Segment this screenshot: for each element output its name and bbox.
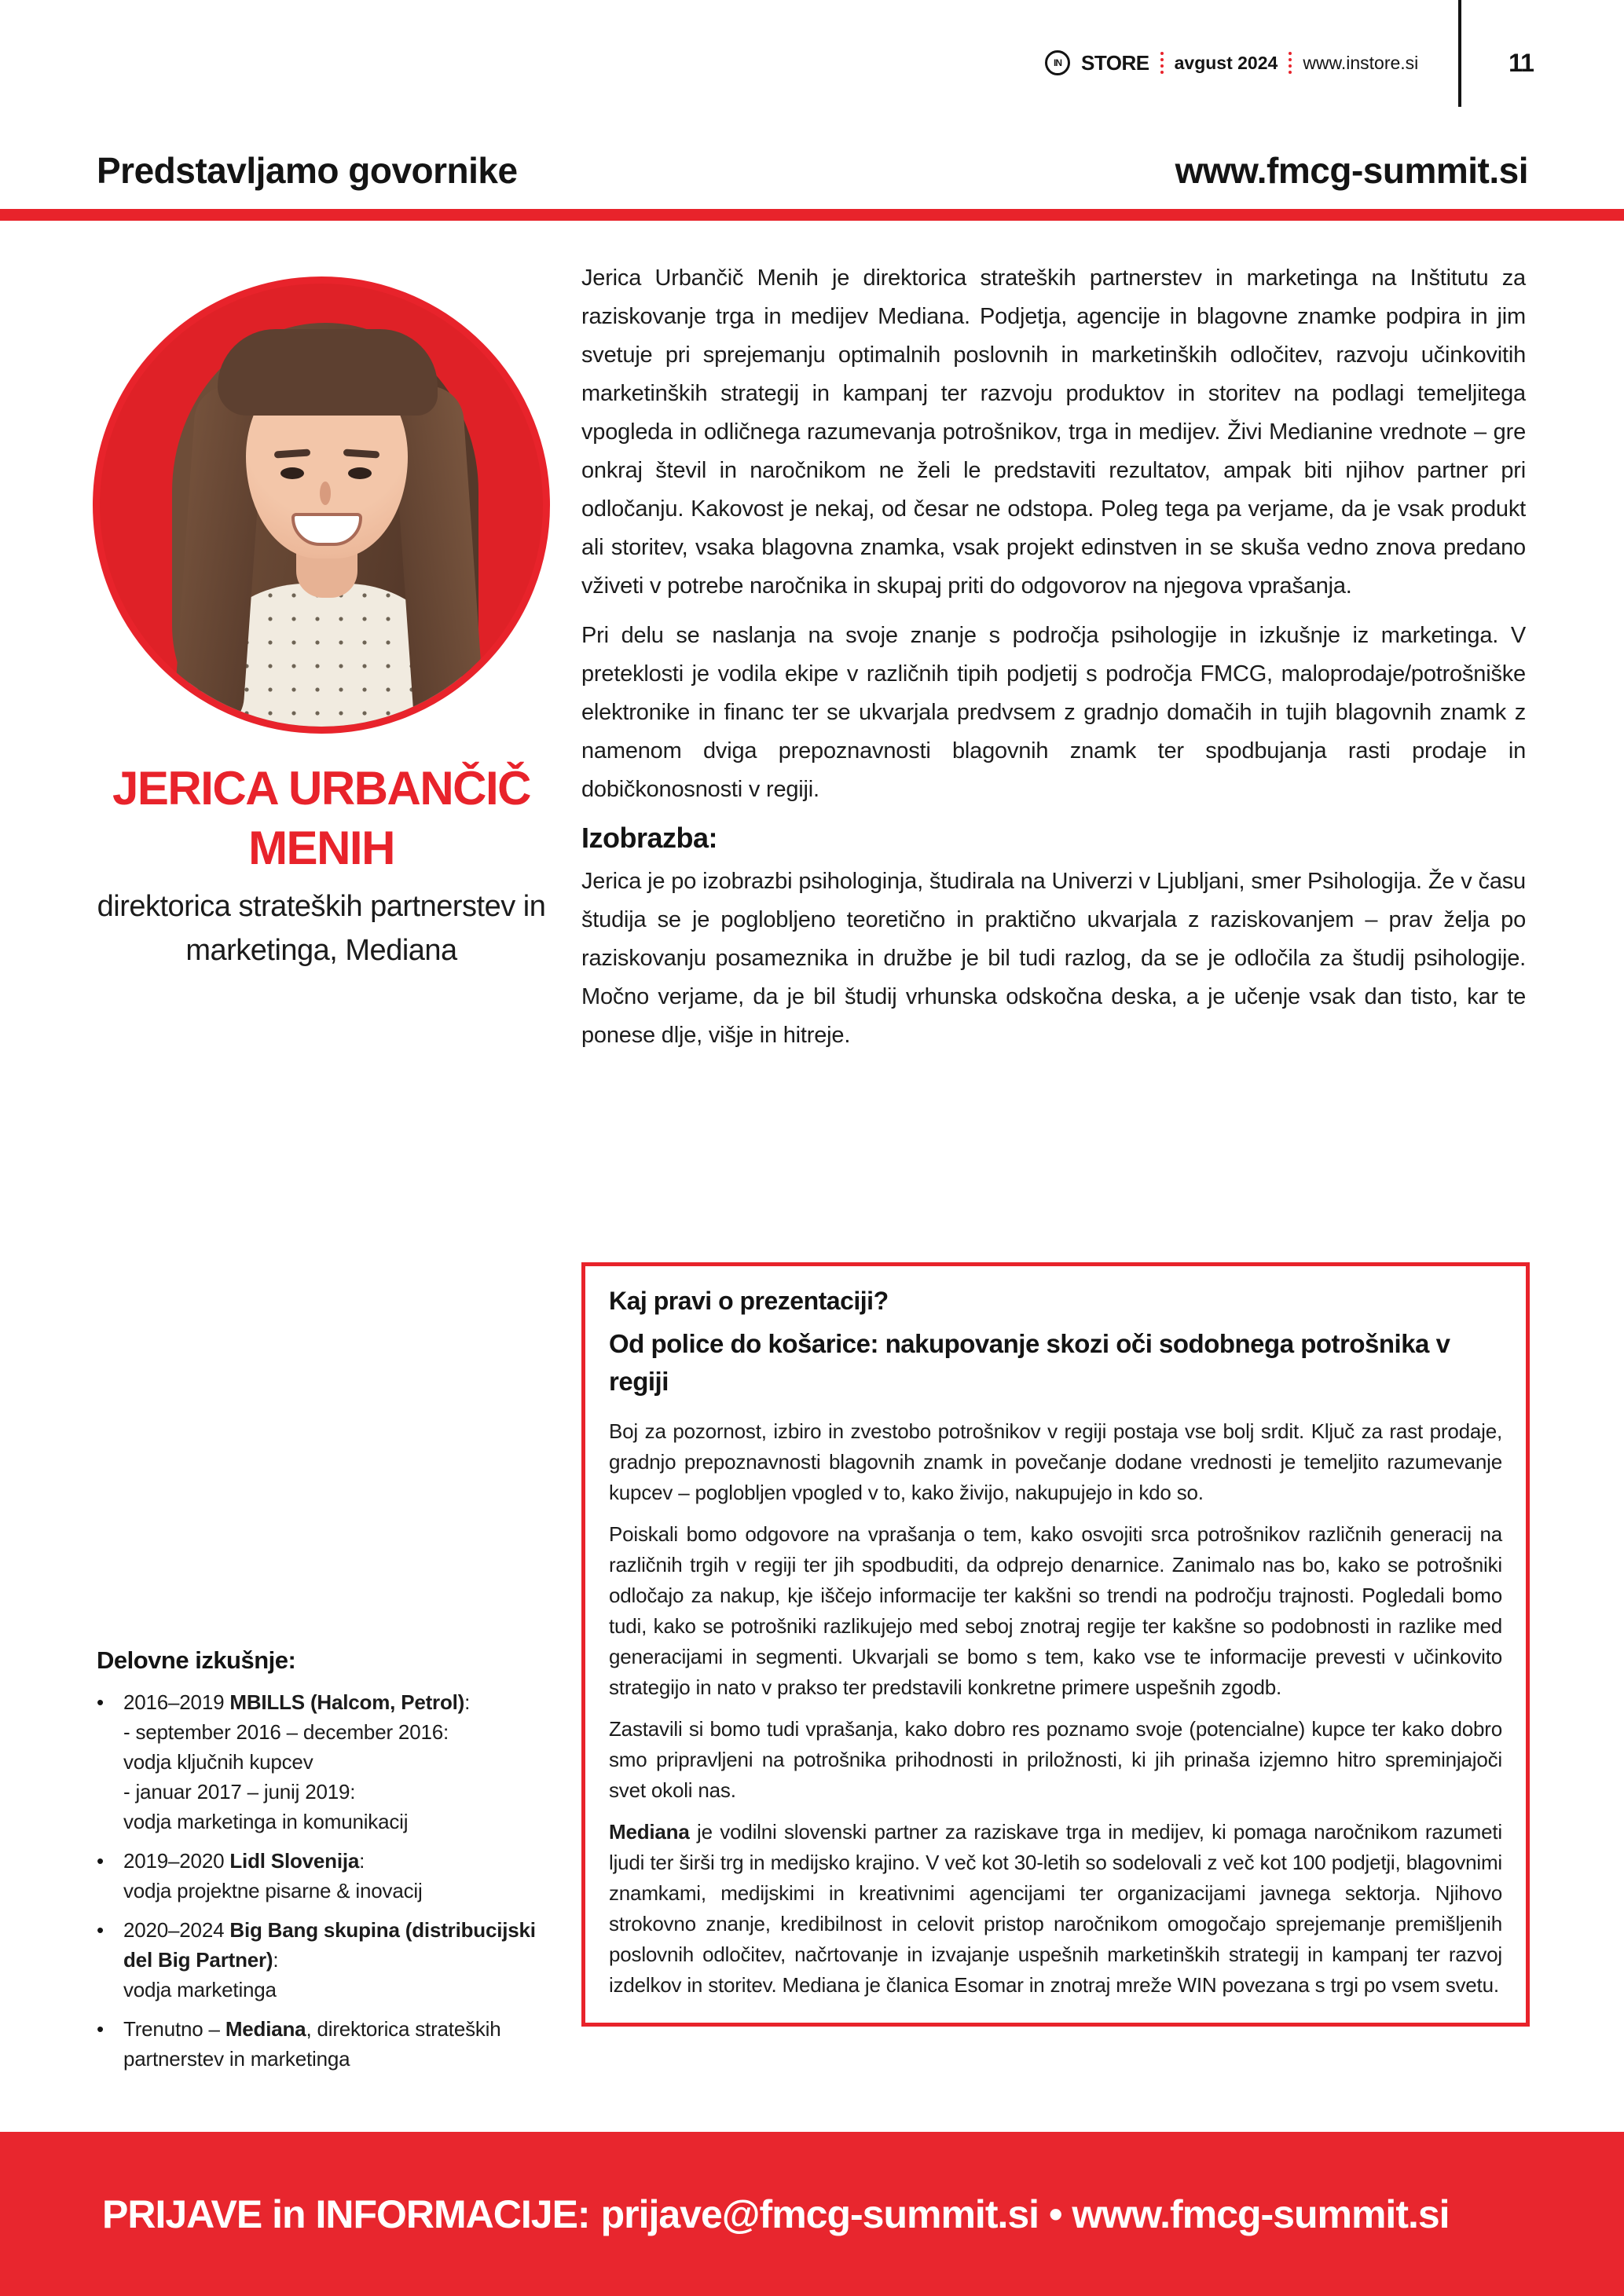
experience-item-main: [123, 1846, 560, 1876]
experience-period: 2016–2019: [123, 1690, 230, 1714]
photo-hair-fringe: [218, 329, 438, 416]
experience-heading: Delovne izkušnje:: [97, 1646, 296, 1674]
experience-suffix: :: [273, 1948, 279, 1972]
presentation-paragraph-3: Zastavili si bomo tudi vprašanja, kako dobro res poznamo svoje (potencialne) kupce ter kako dobro smo pripravljeni na potrošnika prihodnosti in priložnosti, ki jih prinaša izjemno hitro spreminjajoči svet okoli nas.: [609, 1717, 1502, 1802]
bio-paragraph-1: Jerica Urbančič Menih je direktorica strateških partnerstev in marketinga na Inštitutu za raziskovanje trga in medijev Mediana. Podjetja, agencije in blagovne znamke podpira in jim svetuje pri sprejemanju optimalnih poslovnih in marketinških odločitev, razvoju učinkovitih marketinških strategij in kampanj ter razvoju produktov in storitev na podlagi temeljitega vpogleda in odličnega razumevanja potrošnikov, trga in medijev. Živi Medianine vrednote – gre onkraj števil in naročnikom ne želi le predstaviti rezultatov, ampak biti njihov partner pri odločanju. Kakovost je nekaj, od česar ne odstopa. Poleg tega pa verjame, da je vsak produkt ali storitev, vsaka blagovna znamka, vsak projekt edinstven in se skuša vedno znova predano vživeti v potrebe naročnika in skupaj priti do odgovorov na njegova vprašanja.: [581, 265, 1526, 599]
photo-nose: [320, 482, 331, 505]
experience-detail: vodja marketinga: [123, 1978, 277, 2001]
education-heading: Izobrazba:: [581, 822, 718, 854]
experience-period: Trenutno –: [123, 2017, 225, 2041]
speaker-role: direktorica strateških partnerstev in marketinga, Mediana: [97, 890, 546, 967]
experience-section: [97, 1646, 560, 2083]
experience-period: 2020–2024: [123, 1918, 230, 1942]
experience-item: [97, 1846, 560, 1906]
bio-column: [581, 259, 1526, 1066]
education-paragraph: Jerica je po izobrazbi psihologinja, študirala na Univerzi v Ljubljani, smer Psihologija. Že v času študija se je poglobljeno teoretično in praktično ukvarjala z raziskovanjem – prav želja po raziskovanju posameznika in družbe je bil tudi razlog, da se je odločila za študij psihologije. Močno verjame, da je bil študij vrhunska odskočna deska, a je učenje vsak dan tisto, kar te ponese dlje, višje in hitreje.: [581, 869, 1526, 1048]
issue-date: avgust 2024: [1174, 52, 1278, 73]
bullet-icon: •: [97, 1918, 104, 1942]
experience-item-main: [123, 2014, 560, 2074]
experience-period: 2019–2020: [123, 1849, 230, 1873]
experience-suffix: :: [359, 1849, 365, 1873]
page-number: 11: [1509, 49, 1534, 77]
experience-company: Mediana: [225, 2017, 306, 2041]
dotted-separator-icon: [1160, 52, 1164, 74]
experience-detail: vodja projektne pisarne & inovacij: [123, 1879, 423, 1902]
section-title: Predstavljamo govornike: [97, 150, 518, 191]
registration-contact: prijave@fmcg-summit.si • www.fmcg-summit.si: [600, 2192, 1450, 2236]
presentation-paragraph-2: Poiskali bomo odgovore na vprašanja o tem, kako osvojiti srca potrošnikov različnih generacij na različnih trgih v regiji ter jih spodbuditi, da odprejo denarnice. Zanimalo nas bo, kako se potrošniki odločajo za nakup, kje iščejo informacije ter kakšni so trendi na področju trajnosti. Pogledali bomo tudi, kako se potrošniki razlikujejo med seboj znotraj regije ter kakšne so podobnosti in razlike med generacijami in segmenti. Ukvarjali se bomo s tem, kako vse te informacije prevesti v učinkovito strategijo in nato v prakso ter predstavili konkretne primere uspešnih zgodb.: [609, 1522, 1502, 1699]
registration-banner: [0, 2132, 1624, 2296]
registration-label: PRIJAVE in INFORMACIJE:: [102, 2192, 590, 2236]
experience-suffix: , direktorica strateških partnerstev in marketinga: [123, 2017, 501, 2071]
experience-company: Lidl Slovenija: [229, 1849, 360, 1873]
experience-item-content: [123, 1846, 560, 1906]
experience-item-content: [123, 1687, 560, 1836]
experience-detail: vodja marketinga in komunikacij: [123, 1810, 409, 1833]
experience-item-main: [123, 1915, 560, 1975]
speaker-photo: [93, 276, 550, 734]
speaker-name-line2: MENIH: [248, 822, 394, 874]
experience-item: [97, 2014, 560, 2074]
experience-detail: vodja ključnih kupcev: [123, 1750, 313, 1774]
instore-url: www.instore.si: [1303, 52, 1419, 73]
instore-logo-monogram: IN: [1054, 57, 1061, 68]
presentation-paragraph-1: Boj za pozornost, izbiro in zvestobo potrošnikov v regiji postaja vse bolj srdit. Ključ za rast prodaje, gradnjo prepoznavnosti blagovnih znamk in povečanje dodane vrednosti je temeljito razumevanje kupcev – poglobljen vpogled v to, kako živijo, nakupujejo in kdo so.: [609, 1419, 1502, 1504]
presentation-kicker: Kaj pravi o prezentaciji?: [609, 1287, 889, 1315]
experience-company: MBILLS (Halcom, Petrol): [229, 1690, 465, 1714]
bullet-icon: •: [97, 2017, 104, 2041]
summit-url: www.fmcg-summit.si: [1175, 150, 1528, 191]
experience-item: [97, 1687, 560, 1836]
presentation-box: [581, 1262, 1530, 2027]
bullet-icon: •: [97, 1849, 104, 1873]
experience-detail: - januar 2017 – junij 2019:: [123, 1780, 356, 1803]
bullet-icon: •: [97, 1690, 104, 1714]
experience-item-main: [123, 1687, 560, 1717]
experience-item: [97, 1915, 560, 2005]
instore-logo-icon: [1045, 50, 1070, 75]
speaker-name: [77, 759, 566, 878]
mediana-bold-lead: Mediana: [609, 1820, 690, 1844]
experience-suffix: :: [464, 1690, 471, 1714]
experience-detail: - september 2016 – december 2016:: [123, 1720, 449, 1744]
presentation-paragraph-4: [609, 1817, 1502, 2001]
header-rule: [0, 209, 1624, 221]
bio-paragraph-2: Pri delu se naslanja na svoje znanje s področja psihologije in izkušnje iz marketinga. V preteklosti je vodila ekipe v različnih tipih podjetij s področja FMCG, maloprodaje/potrošniške elektronike in financ ter se ukvarjala predvsem z gradnjo domačih in tujih blagovnih znamk z namenom dviga prepoznavnosti blagovnih znamk ter spodbujanja rasti prodaje in dobičkonosnosti v regiji.: [581, 623, 1526, 802]
experience-item-content: [123, 2014, 560, 2074]
issue-meta-line: [1045, 46, 1422, 80]
experience-item-content: [123, 1915, 560, 2005]
dotted-separator-icon: [1289, 52, 1292, 74]
presentation-title: Od police do košarice: nakupovanje skozi oči sodobnega potrošnika v regiji: [609, 1329, 1450, 1396]
instore-logo-text: STORE: [1081, 50, 1149, 75]
presentation-paragraph-4-rest: je vodilni slovenski partner za raziskave trga in medijev, ki pomaga naročnikom razumeti ljudi ter širši trg in medijsko krajino. V več kot 30-letih so sodelovali z več kot 100 podjetji, blagovnimi znamkami, medijskimi in kreativnimi agencijami ter organizacijami javnega sektorja. Njihovo strokovno znanje, kredibilnost in celovit pristop naročnikom omogočajo sprejemanje premišljenih poslovnih odločitev, načrtovanje in izvajanje uspešnih marketinških strategij in kampanj ter razvoj izdelkov in storitev. Mediana je članica Esomar in znotraj mreže WIN povezana s trgi po vsem svetu.: [609, 1820, 1502, 1997]
experience-company: Big Bang skupina (distribucijski del Big Partner): [123, 1918, 536, 1972]
photo-eye: [348, 467, 372, 479]
speaker-name-line1: JERICA URBANČIČ: [112, 762, 530, 815]
photo-eye: [280, 467, 304, 479]
page-number-divider: [1458, 0, 1461, 107]
